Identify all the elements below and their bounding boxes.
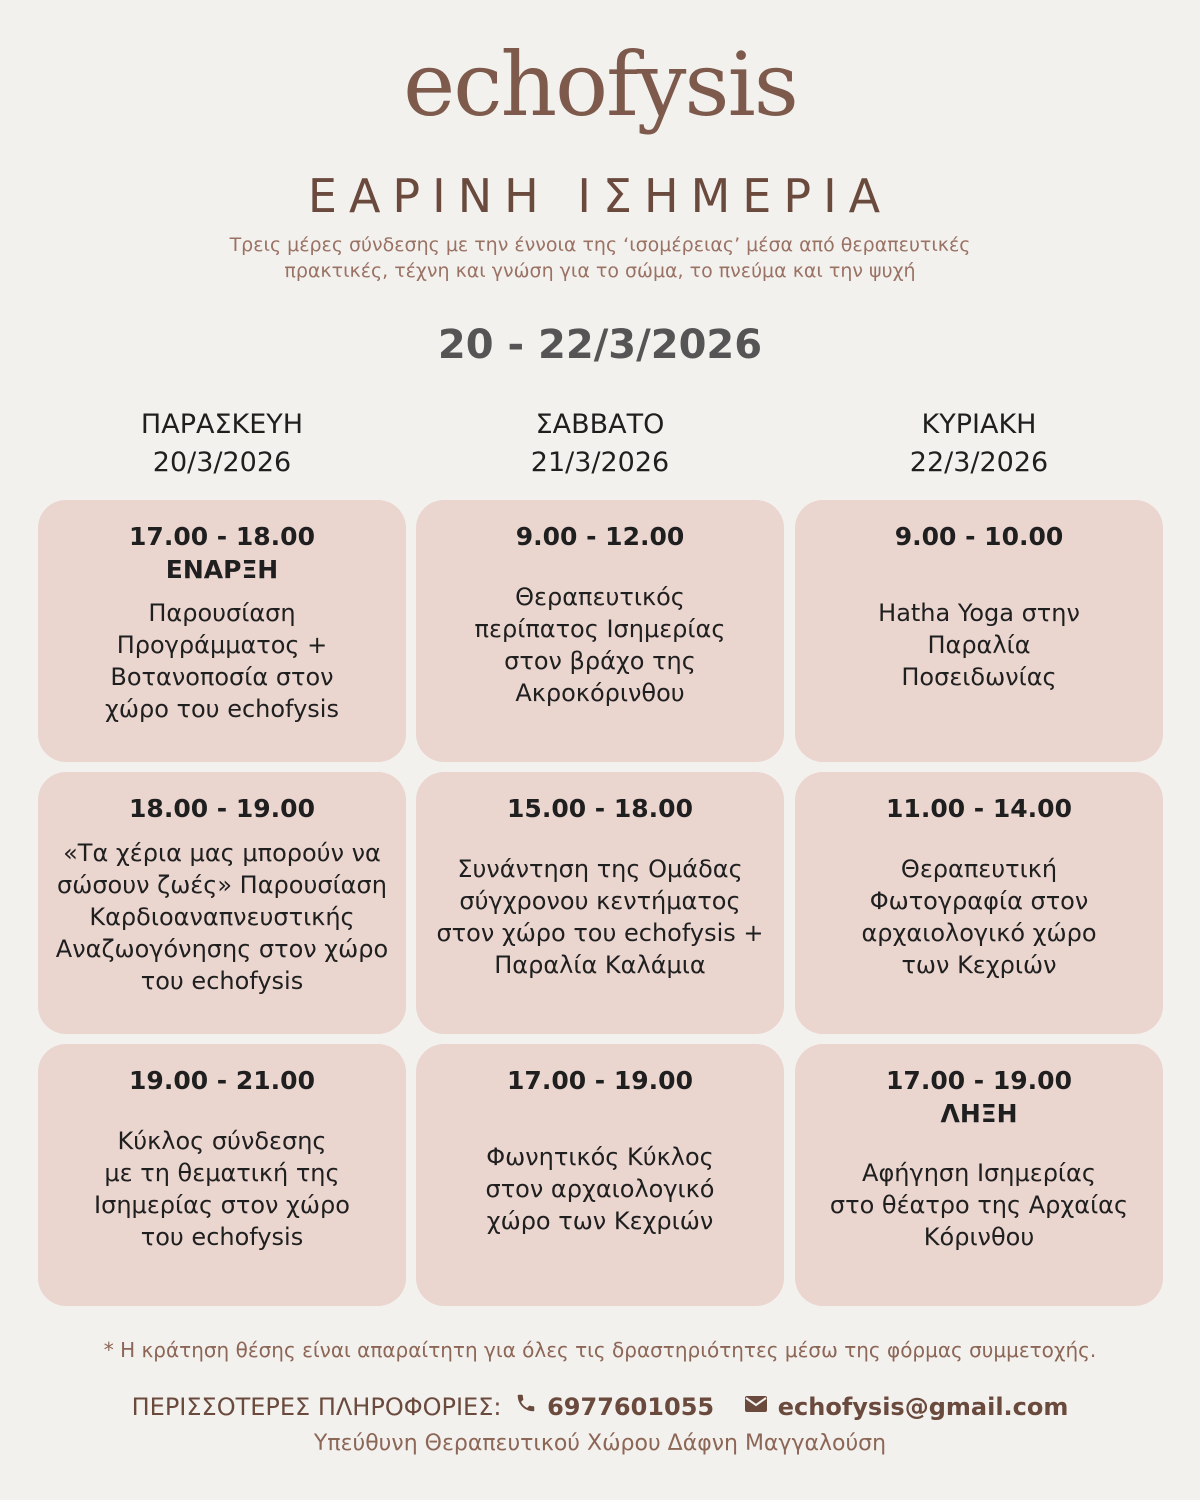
session-tag: ΕΝΑΡΞΗ (165, 555, 279, 584)
day-date: 21/3/2026 (530, 447, 670, 478)
session-time: 17.00 - 19.00 (886, 1066, 1072, 1095)
session-card (795, 1044, 1163, 1306)
session-card (38, 772, 406, 1034)
day-header-sunday (795, 406, 1163, 482)
session-card (416, 1044, 784, 1306)
contact-line (0, 1388, 1200, 1428)
session-time: 9.00 - 10.00 (894, 522, 1064, 551)
session-card (38, 1044, 406, 1306)
session-time: 11.00 - 14.00 (886, 794, 1072, 823)
subtitle-line-2: πρακτικές, τέχνη και γνώση για το σώμα, το πνεύμα και την ψυχή (284, 260, 916, 282)
session-description: Συνάντηση της Ομάδας σύγχρονου κεντήματος στον χώρο του echofysis + Παραλία Καλάμια (436, 855, 764, 979)
session-card (38, 500, 406, 762)
info-label: ΠΕΡΙΣΣΟΤΕΡΕΣ ΠΛΗΡΟΦΟΡΙΕΣ: (131, 1393, 502, 1421)
session-card (416, 772, 784, 1034)
session-description: Κύκλος σύνδεσης με τη θεματική της Ισημερίας στον χώρο του echofysis (94, 1127, 350, 1251)
session-description: Hatha Yoga στην Παραλία Ποσειδωνίας (878, 599, 1080, 691)
session-card (795, 500, 1163, 762)
subtitle-line-1: Τρεις μέρες σύνδεσης με την έννοια της ‘ισομέρειας’ μέσα από θεραπευτικές (229, 234, 971, 256)
brand-logo: echofysis (403, 33, 797, 136)
event-subtitle (150, 232, 1050, 284)
session-description: «Τα χέρια μας μπορούν να σώσουν ζωές» Παρουσίαση Καρδιοαναπνευστικής Αναζωογόνησης στον χώρο του echofysis (55, 839, 389, 995)
session-time: 9.00 - 12.00 (515, 522, 685, 551)
day-name: ΣΑΒΒΑΤΟ (535, 409, 665, 440)
day-date: 22/3/2026 (909, 447, 1049, 478)
session-time: 17.00 - 18.00 (129, 522, 315, 551)
responsible-person: Υπεύθυνη Θεραπευτικού Χώρου Δάφνη Μαγγαλούση (313, 1431, 887, 1456)
session-time: 18.00 - 19.00 (129, 794, 315, 823)
day-header-friday (38, 406, 406, 482)
email-address[interactable]: echofysis@gmail.com (777, 1393, 1069, 1421)
session-time: 15.00 - 18.00 (507, 794, 693, 823)
phone-number[interactable]: 6977601055 (547, 1393, 715, 1421)
event-title: ΕΑΡΙΝΗ ΙΣΗΜΕΡΙΑ (307, 169, 893, 223)
session-description: Παρουσίαση Προγράμματος + Βοτανοποσία στον χώρο του echofysis (105, 599, 339, 723)
session-card (795, 772, 1163, 1034)
day-header-saturday (416, 406, 784, 482)
date-range: 20 - 22/3/2026 (437, 322, 763, 368)
reservation-note: * Η κράτηση θέσης είναι απαραίτητη για όλες τις δραστηριότητες μέσω της φόρμας συμμετοχής. (103, 1338, 1097, 1362)
phone-icon (515, 1388, 537, 1424)
session-description: Θεραπευτικός περίπατος Ισημερίας στον βράχο της Ακροκόρινθου (474, 583, 726, 707)
session-description: Θεραπευτική Φωτογραφία στον αρχαιολογικό χώρο των Κεχριών (861, 855, 1097, 979)
session-card (416, 500, 784, 762)
day-name: ΚΥΡΙΑΚΗ (921, 409, 1037, 440)
day-date: 20/3/2026 (152, 447, 292, 478)
session-time: 19.00 - 21.00 (129, 1066, 315, 1095)
session-description: Αφήγηση Ισημερίας στο θέατρο της Αρχαίας Κόρινθου (829, 1159, 1129, 1251)
envelope-icon (744, 1388, 768, 1424)
session-time: 17.00 - 19.00 (507, 1066, 693, 1095)
session-description: Φωνητικός Κύκλος στον αρχαιολογικό χώρο των Κεχριών (485, 1143, 715, 1235)
session-tag: ΛΗΞΗ (940, 1099, 1018, 1128)
day-name: ΠΑΡΑΣΚΕΥΗ (140, 409, 304, 440)
